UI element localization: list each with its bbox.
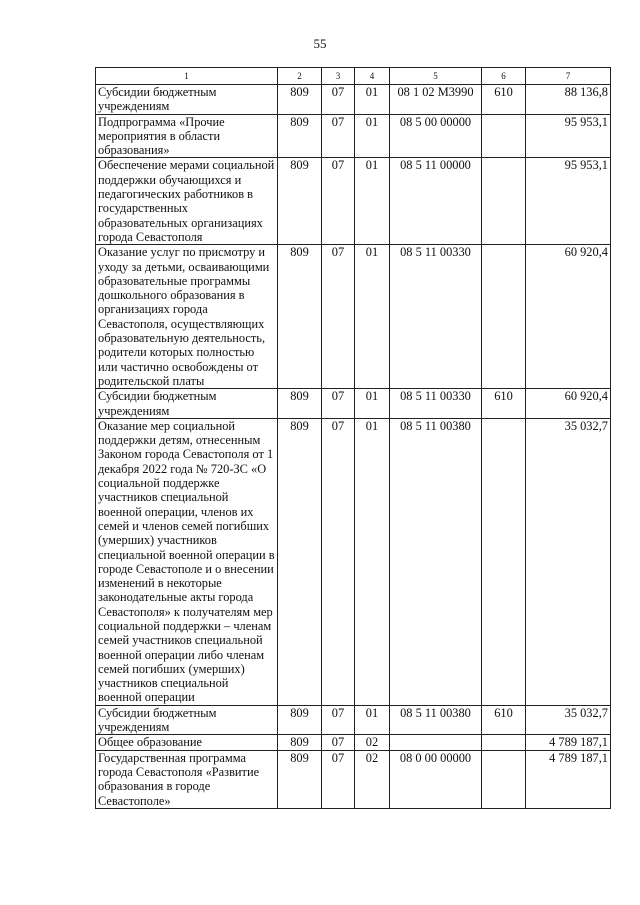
section-code-cell: 07 [322, 735, 355, 750]
table-row [96, 158, 611, 245]
amount-cell: 95 953,1 [526, 114, 611, 158]
budget-table [95, 67, 611, 809]
amount-cell: 95 953,1 [526, 158, 611, 245]
subsection-code-cell: 01 [355, 245, 390, 389]
department-code-cell: 809 [278, 735, 322, 750]
item-name-cell: Общее образование [96, 735, 278, 750]
subsection-code-cell: 01 [355, 705, 390, 735]
amount-cell: 88 136,8 [526, 85, 611, 115]
table-row [96, 735, 611, 750]
target-article-cell [390, 735, 482, 750]
target-article-cell: 08 5 11 00330 [390, 389, 482, 419]
item-name-cell: Оказание услуг по присмотру и уходу за детьми, осваивающими образовательные программы дошкольного образования в организациях города Севастополя, осуществляющих образовательную деятельность, родители которых полностью или частично освобождены от родительской платы [96, 245, 278, 389]
department-code-cell: 809 [278, 85, 322, 115]
expense-type-cell: 610 [482, 389, 526, 419]
table-row [96, 705, 611, 735]
target-article-cell: 08 5 11 00000 [390, 158, 482, 245]
department-code-cell: 809 [278, 750, 322, 808]
item-name-cell: Субсидии бюджетным учреждениям [96, 85, 278, 115]
amount-cell: 4 789 187,1 [526, 750, 611, 808]
expense-type-cell [482, 114, 526, 158]
item-name-cell: Субсидии бюджетным учреждениям [96, 389, 278, 419]
department-code-cell: 809 [278, 114, 322, 158]
amount-cell: 60 920,4 [526, 245, 611, 389]
item-name-cell: Обеспечение мерами социальной поддержки обучающихся и педагогических работников в государственных образовательных организациях города Севастополя [96, 158, 278, 245]
target-article-cell: 08 5 11 00380 [390, 705, 482, 735]
page-number: 55 [313, 36, 327, 51]
expense-type-cell [482, 245, 526, 389]
subsection-code-cell: 01 [355, 418, 390, 705]
column-header: 3 [322, 68, 355, 85]
subsection-code-cell: 01 [355, 114, 390, 158]
column-header: 6 [482, 68, 526, 85]
section-code-cell: 07 [322, 418, 355, 705]
department-code-cell: 809 [278, 389, 322, 419]
expense-type-cell [482, 158, 526, 245]
target-article-cell: 08 1 02 М3990 [390, 85, 482, 115]
subsection-code-cell: 01 [355, 389, 390, 419]
table-row [96, 245, 611, 389]
target-article-cell: 08 0 00 00000 [390, 750, 482, 808]
section-code-cell: 07 [322, 158, 355, 245]
department-code-cell: 809 [278, 158, 322, 245]
section-code-cell: 07 [322, 245, 355, 389]
section-code-cell: 07 [322, 750, 355, 808]
table-row [96, 750, 611, 808]
item-name-cell: Государственная программа города Севастополя «Развитие образования в городе Севастополе» [96, 750, 278, 808]
amount-cell: 35 032,7 [526, 418, 611, 705]
target-article-cell: 08 5 00 00000 [390, 114, 482, 158]
expense-type-cell [482, 750, 526, 808]
column-header: 1 [96, 68, 278, 85]
header-row [96, 68, 611, 85]
table-row [96, 418, 611, 705]
expense-type-cell [482, 735, 526, 750]
subsection-code-cell: 01 [355, 158, 390, 245]
item-name-cell: Подпрограмма «Прочие мероприятия в области образования» [96, 114, 278, 158]
column-header: 4 [355, 68, 390, 85]
department-code-cell: 809 [278, 418, 322, 705]
subsection-code-cell: 01 [355, 85, 390, 115]
column-header: 5 [390, 68, 482, 85]
table-row [96, 85, 611, 115]
column-header: 7 [526, 68, 611, 85]
expense-type-cell: 610 [482, 85, 526, 115]
department-code-cell: 809 [278, 705, 322, 735]
table-row [96, 114, 611, 158]
item-name-cell: Оказание мер социальной поддержки детям, отнесенным Законом города Севастополя от 1 декабря 2022 года № 720-ЗС «О социальной поддержке участников специальной военной операции, членов их семей и членов семей погибших (умерших) участников специальной военной операции в городе Севастополе и о внесении изменений в некоторые законодательные акты города Севастополя» к получателям мер социальной поддержки – членам семей участников специальной военной операции либо членам семей погибших (умерших) участников специальной военной операции [96, 418, 278, 705]
amount-cell: 4 789 187,1 [526, 735, 611, 750]
table-row [96, 389, 611, 419]
department-code-cell: 809 [278, 245, 322, 389]
subsection-code-cell: 02 [355, 750, 390, 808]
section-code-cell: 07 [322, 85, 355, 115]
section-code-cell: 07 [322, 389, 355, 419]
item-name-cell: Субсидии бюджетным учреждениям [96, 705, 278, 735]
expense-type-cell: 610 [482, 705, 526, 735]
target-article-cell: 08 5 11 00330 [390, 245, 482, 389]
amount-cell: 35 032,7 [526, 705, 611, 735]
column-header: 2 [278, 68, 322, 85]
section-code-cell: 07 [322, 705, 355, 735]
section-code-cell: 07 [322, 114, 355, 158]
amount-cell: 60 920,4 [526, 389, 611, 419]
target-article-cell: 08 5 11 00380 [390, 418, 482, 705]
subsection-code-cell: 02 [355, 735, 390, 750]
expense-type-cell [482, 418, 526, 705]
